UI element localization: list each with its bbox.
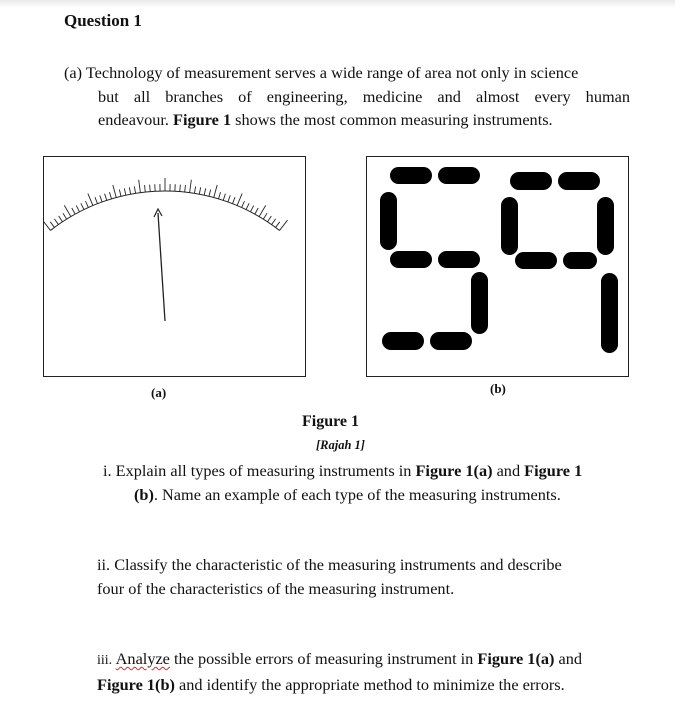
question-iii-ref-2: Figure 1(b) [97,675,175,694]
digital-display-figure [366,156,629,377]
question-iii-text-1: the possible errors of measuring instrument in [169,649,478,668]
seg-9-b [597,197,614,255]
question-i-line-2 [97,483,582,507]
meter-needle [158,213,165,321]
part-a-line-3 [64,108,630,132]
question-iii-text-2: and [554,649,583,668]
seg-9-a2 [558,172,600,190]
seg-5-d2 [430,332,472,350]
analog-meter-drawing [44,157,305,376]
meter-tick [100,195,102,202]
meter-tick [214,185,217,198]
part-a-line-3-text: endeavour. [98,110,174,129]
meter-tick [259,205,266,216]
meter-tick [145,185,146,192]
figure-ref-bold: Figure 1 [173,110,232,129]
question-ii-line-2: four of the characteristics of the measuring instrument. [97,579,455,598]
part-a-line-1: (a) Technology of measurement serves a wide range of area not only in science [64,63,579,82]
seg-9-c [601,273,618,353]
seg-5-g [390,251,432,268]
meter-tick [246,203,249,209]
figure-subtitle: [Rajah 1] [316,438,365,452]
meter-tick [64,205,71,216]
question-i-text-2: and [492,461,525,480]
seg-5-a2 [438,167,480,184]
question-i-text-3: . Name an example of each type of the measuring instruments. [153,485,561,504]
seg-5-a [390,167,432,184]
meter-tick [63,213,67,219]
meter-scale-arc [50,191,279,230]
seg-9-a [510,172,552,190]
seg-9-g [515,252,557,269]
question-ii [97,553,562,601]
meter-tick [44,220,50,230]
question-i-ref-3: (b) [134,485,154,504]
question-i [97,459,582,507]
spellcheck-word: Analyze [115,649,170,668]
meter-tick [150,185,151,192]
question-i-line-1 [97,459,582,483]
meter-tick [134,186,135,193]
meter-tick [272,219,276,225]
meter-tick [113,185,116,198]
meter-tick [119,189,121,196]
meter-tick [95,197,98,204]
meter-tick [88,194,93,206]
meter-tick [250,206,253,212]
meter-tick [72,208,75,214]
meter-tick [180,185,181,192]
meter-tick [105,194,107,201]
caption-a: (a) [151,385,167,400]
meter-tick [50,222,54,228]
meter-tick [242,201,245,207]
question-iii-text-3: and identify the appropriate method to minimize the errors. [174,675,565,694]
meter-tick [199,187,200,194]
question-iii-line-2 [97,673,582,697]
question-i-number: i. [103,461,112,480]
seven-segment-display [367,157,628,376]
meter-tick [124,188,125,195]
meter-tick [219,192,221,199]
meter-tick [139,180,141,193]
meter-tick [237,194,242,206]
meter-tick [276,222,280,228]
seg-5-g2 [438,251,480,268]
meter-tick [263,213,267,219]
seg-5-f [380,192,397,250]
meter-tick [255,208,258,214]
part-a-line-2: but all branches of engineering, medicine and almost every human [98,86,630,106]
question-title: Question 1 [64,11,142,30]
meter-tick [280,220,288,230]
seg-5-d [382,332,424,350]
meter-tick [204,188,205,195]
question-iii [97,647,582,697]
meter-tick [109,192,111,199]
meter-tick [223,194,225,201]
meter-tick [81,203,84,209]
part-a-intro [64,61,630,132]
meter-tick [267,216,271,222]
meter-tick [228,195,230,202]
caption-b: (b) [490,381,506,396]
seg-5-c [471,272,488,334]
meter-tick [76,206,79,212]
meter-tick [54,219,58,225]
meter-tick [190,180,192,193]
question-i-ref-1: Figure 1(a) [415,461,493,480]
question-iii-line-1 [97,647,582,673]
meter-scale-ticks [44,178,288,230]
meter-tick [233,197,236,204]
meter-tick [59,216,63,222]
part-a-line-3-tail: shows the most common measuring instruments. [231,110,553,129]
seg-9-f [501,197,518,255]
question-i-text-1: Explain all types of measuring instruments in [111,461,416,480]
question-iii-ref-1: Figure 1(a) [477,649,555,668]
meter-tick [129,187,130,194]
top-shadow-bar [0,0,675,8]
meter-tick [86,201,89,207]
question-i-ref-2: Figure 1 [524,461,583,480]
analog-meter-figure [43,156,306,377]
figure-title: Figure 1 [302,413,360,430]
meter-tick [194,186,195,193]
meter-tick [209,189,211,196]
digit-five [380,167,488,350]
question-ii-line-1: ii. Classify the characteristic of the measuring instruments and describe [97,555,562,574]
digit-nine [501,172,618,353]
question-iii-number: iii. [97,653,116,668]
meter-tick [185,185,186,192]
seg-9-g2 [563,252,597,269]
